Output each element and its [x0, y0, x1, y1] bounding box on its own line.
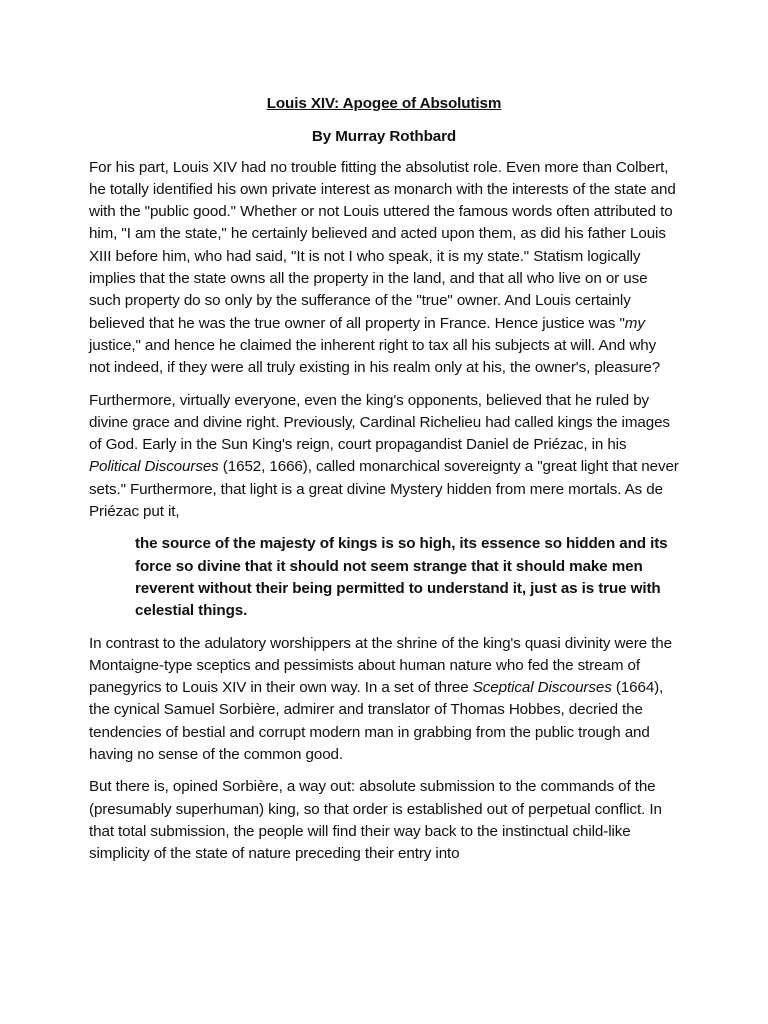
document-title: Louis XIV: Apogee of Absolutism — [266, 95, 502, 112]
paragraph-2 — [89, 390, 679, 524]
paragraph-2-text-a: Furthermore, virtually everyone, even the king's opponents, believed that he ruled by divine grace and divine right. Previously, Cardinal Richelieu had called kings the images of God. Early in the Sun King's reign, court propagandist Daniel de Priézac, in his — [89, 391, 670, 454]
paragraph-3-emphasis: Sceptical Discourses — [472, 679, 612, 697]
paragraph-1-emphasis: my — [624, 314, 645, 332]
paragraph-4: But there is, opined Sorbière, a way out: absolute submission to the commands of the (presumably superhuman) king, so that order is established out of perpetual conflict. In that total submission, the people will find their way back to the instinctual child-like simplicity of the state of nature preceding their entry into — [89, 778, 662, 863]
block-quote: the source of the majesty of kings is so high, its essence so hidden and its force so divine that it should not seem strange that it should make men reverent without their being permitted to understand it, just as is true with celestial things. — [135, 535, 668, 620]
paragraph-1 — [89, 157, 679, 380]
document-page — [89, 93, 679, 876]
paragraph-3-text-a: In contrast to the adulatory worshippers at the shrine of the king's quasi divinity were the Montaigne-type sceptics and pessimists about human nature who fed the stream of panegyrics to Louis XIV in their own way. In a set of three — [89, 634, 672, 697]
document-byline: By Murray Rothbard — [311, 128, 457, 146]
paragraph-1-text-b: justice," and hence he claimed the inherent right to tax all his subjects at will. And why not indeed, if they were all truly existing in his realm only at his, the owner's, pleasure? — [89, 336, 661, 377]
paragraph-3 — [89, 633, 679, 767]
paragraph-2-emphasis: Political Discourses — [89, 458, 219, 476]
paragraph-1-text-a: For his part, Louis XIV had no trouble fitting the absolutist role. Even more than Colbert, he totally identified his own private interest as monarch with the interests of the state and with the "public good." Whether or not Louis uttered the famous words often attributed to him, "I am the state," he certainly believed and acted upon them, as did his father Louis XIII before him, who had said, "It is not I who speak, it is my state." Statism logically implies that the state owns all the property in the land, and that all who live on or use such property do so only by the sufferance of the "true" owner. And Louis certainly believed that he was the true owner of all property in France. Hence justice was " — [89, 158, 676, 332]
paragraph-3-text-b: (1664), the cynical Samuel Sorbière, admirer and translator of Thomas Hobbes, decried the tendencies of bestial and corrupt modern man in grabbing from the public trough and having no sense of the common good. — [89, 679, 664, 764]
paragraph-2-text-b: (1652, 1666), called monarchical sovereignty a "great light that never sets." Furthermore, that light is a great divine Mystery hidden from mere mortals. As de Priézac put it, — [89, 458, 679, 521]
